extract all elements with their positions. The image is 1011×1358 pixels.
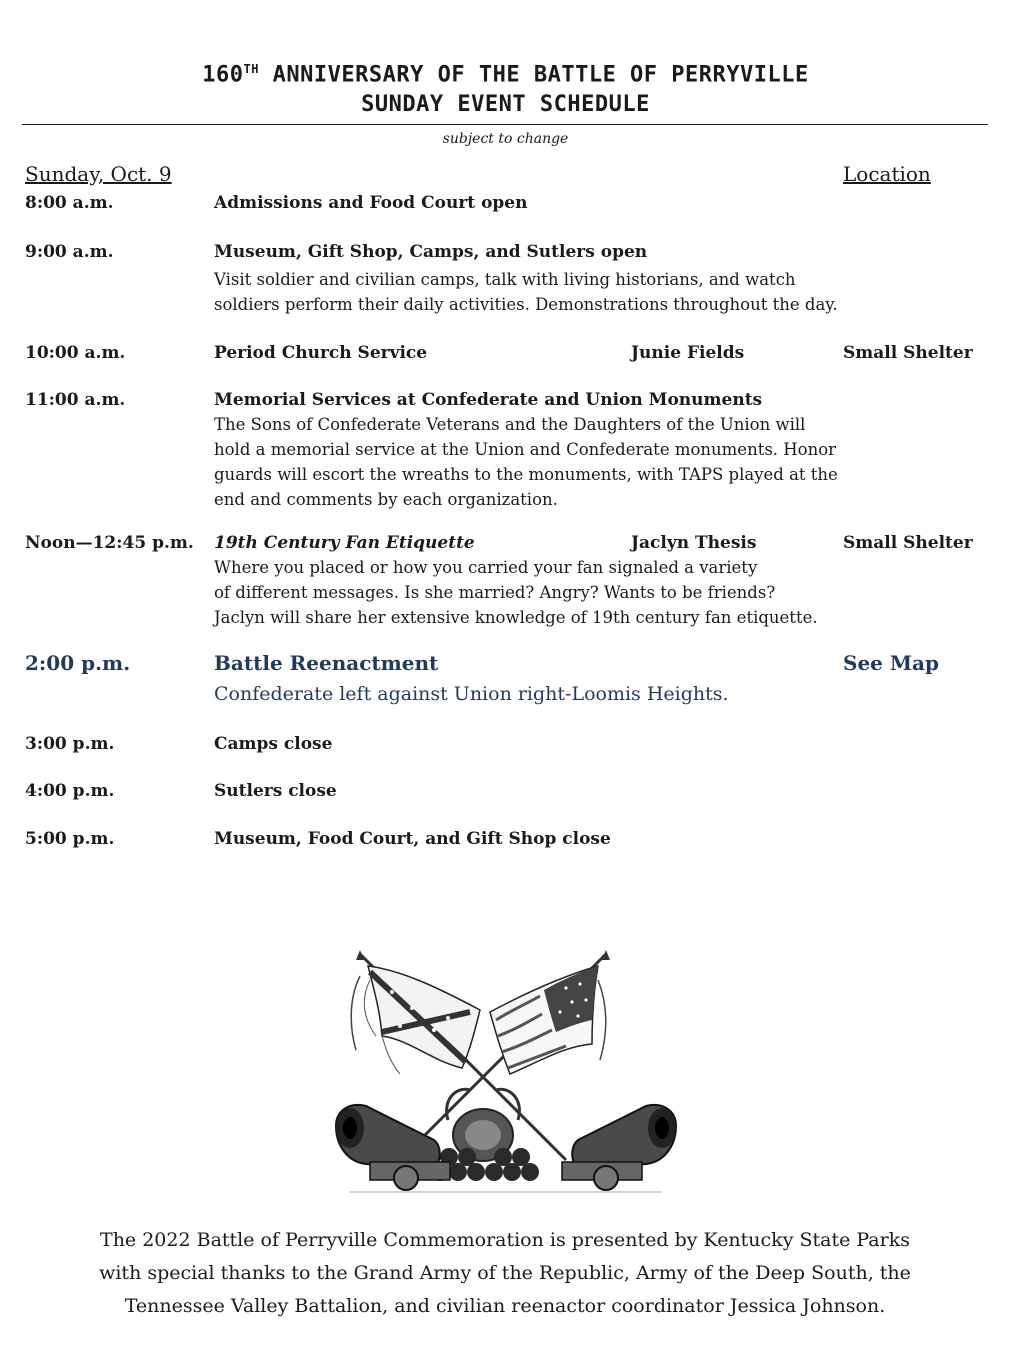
event-time: 2:00 p.m. xyxy=(25,651,131,675)
event-presenter: Junie Fields xyxy=(631,343,745,363)
event-title: Admissions and Food Court open xyxy=(214,193,528,213)
page-title xyxy=(0,62,1011,87)
event-location: Small Shelter xyxy=(843,533,973,553)
event-description: Where you placed or how you carried your fan signaled a variety of different messages. Is she married? Angry? Wants to be friends? Jaclyn will share her extensive knowledge of 19th century fan etiquette. xyxy=(214,558,818,627)
event-time: 11:00 a.m. xyxy=(25,390,126,410)
event-time: Noon—12:45 p.m. xyxy=(25,533,194,553)
location-column-header: Location xyxy=(843,162,931,186)
title-text: ANNIVERSARY OF THE BATTLE OF PERRYVILLE xyxy=(258,62,809,88)
event-title: Battle Reenactment xyxy=(214,651,439,675)
event-time: 10:00 a.m. xyxy=(25,343,126,363)
event-presenter: Jaclyn Thesis xyxy=(631,533,757,553)
event-title: Period Church Service xyxy=(214,343,428,363)
event-description: The Sons of Confederate Veterans and the Daughters of the Union will hold a memorial service at the Union and Confederate monuments. Honor guards will escort the wreaths to the monuments, with TAPS played at the end and comments by each organization. xyxy=(214,415,838,509)
title-number: 160 xyxy=(202,62,244,88)
event-title: 19th Century Fan Etiquette xyxy=(214,533,475,553)
subject-to-change-note: subject to change xyxy=(442,131,569,147)
event-title: Museum, Gift Shop, Camps, and Sutlers open xyxy=(214,242,648,262)
header-divider xyxy=(22,124,988,125)
event-title: Camps close xyxy=(214,734,333,754)
event-time: 9:00 a.m. xyxy=(25,242,114,262)
event-title: Museum, Food Court, and Gift Shop close xyxy=(214,829,611,849)
event-time: 4:00 p.m. xyxy=(25,781,115,801)
page-subtitle-heading: SUNDAY EVENT SCHEDULE xyxy=(361,92,650,117)
event-description: Visit soldier and civilian camps, talk with living historians, and watch soldiers perform their daily activities. Demonstrations throughout the day. xyxy=(214,270,838,314)
event-location: See Map xyxy=(843,651,939,675)
event-location: Small Shelter xyxy=(843,343,973,363)
event-title: Memorial Services at Confederate and Union Monuments xyxy=(214,390,763,410)
event-description: Confederate left against Union right-Loomis Heights. xyxy=(214,683,729,705)
event-title: Sutlers close xyxy=(214,781,337,801)
crossed-flags-cannons-icon xyxy=(330,950,682,1198)
day-column-header: Sunday, Oct. 9 xyxy=(25,162,172,186)
title-superscript: TH xyxy=(243,62,259,76)
event-time: 3:00 p.m. xyxy=(25,734,115,754)
event-time: 5:00 p.m. xyxy=(25,829,115,849)
footer-credits: The 2022 Battle of Perryville Commemoration is presented by Kentucky State Parks with special thanks to the Grand Army of the Republic, Army of the Deep South, the Tennessee Valley Battalion, and civilian reenactor coordinator Jessica Johnson. xyxy=(99,1229,911,1317)
event-time: 8:00 a.m. xyxy=(25,193,114,213)
